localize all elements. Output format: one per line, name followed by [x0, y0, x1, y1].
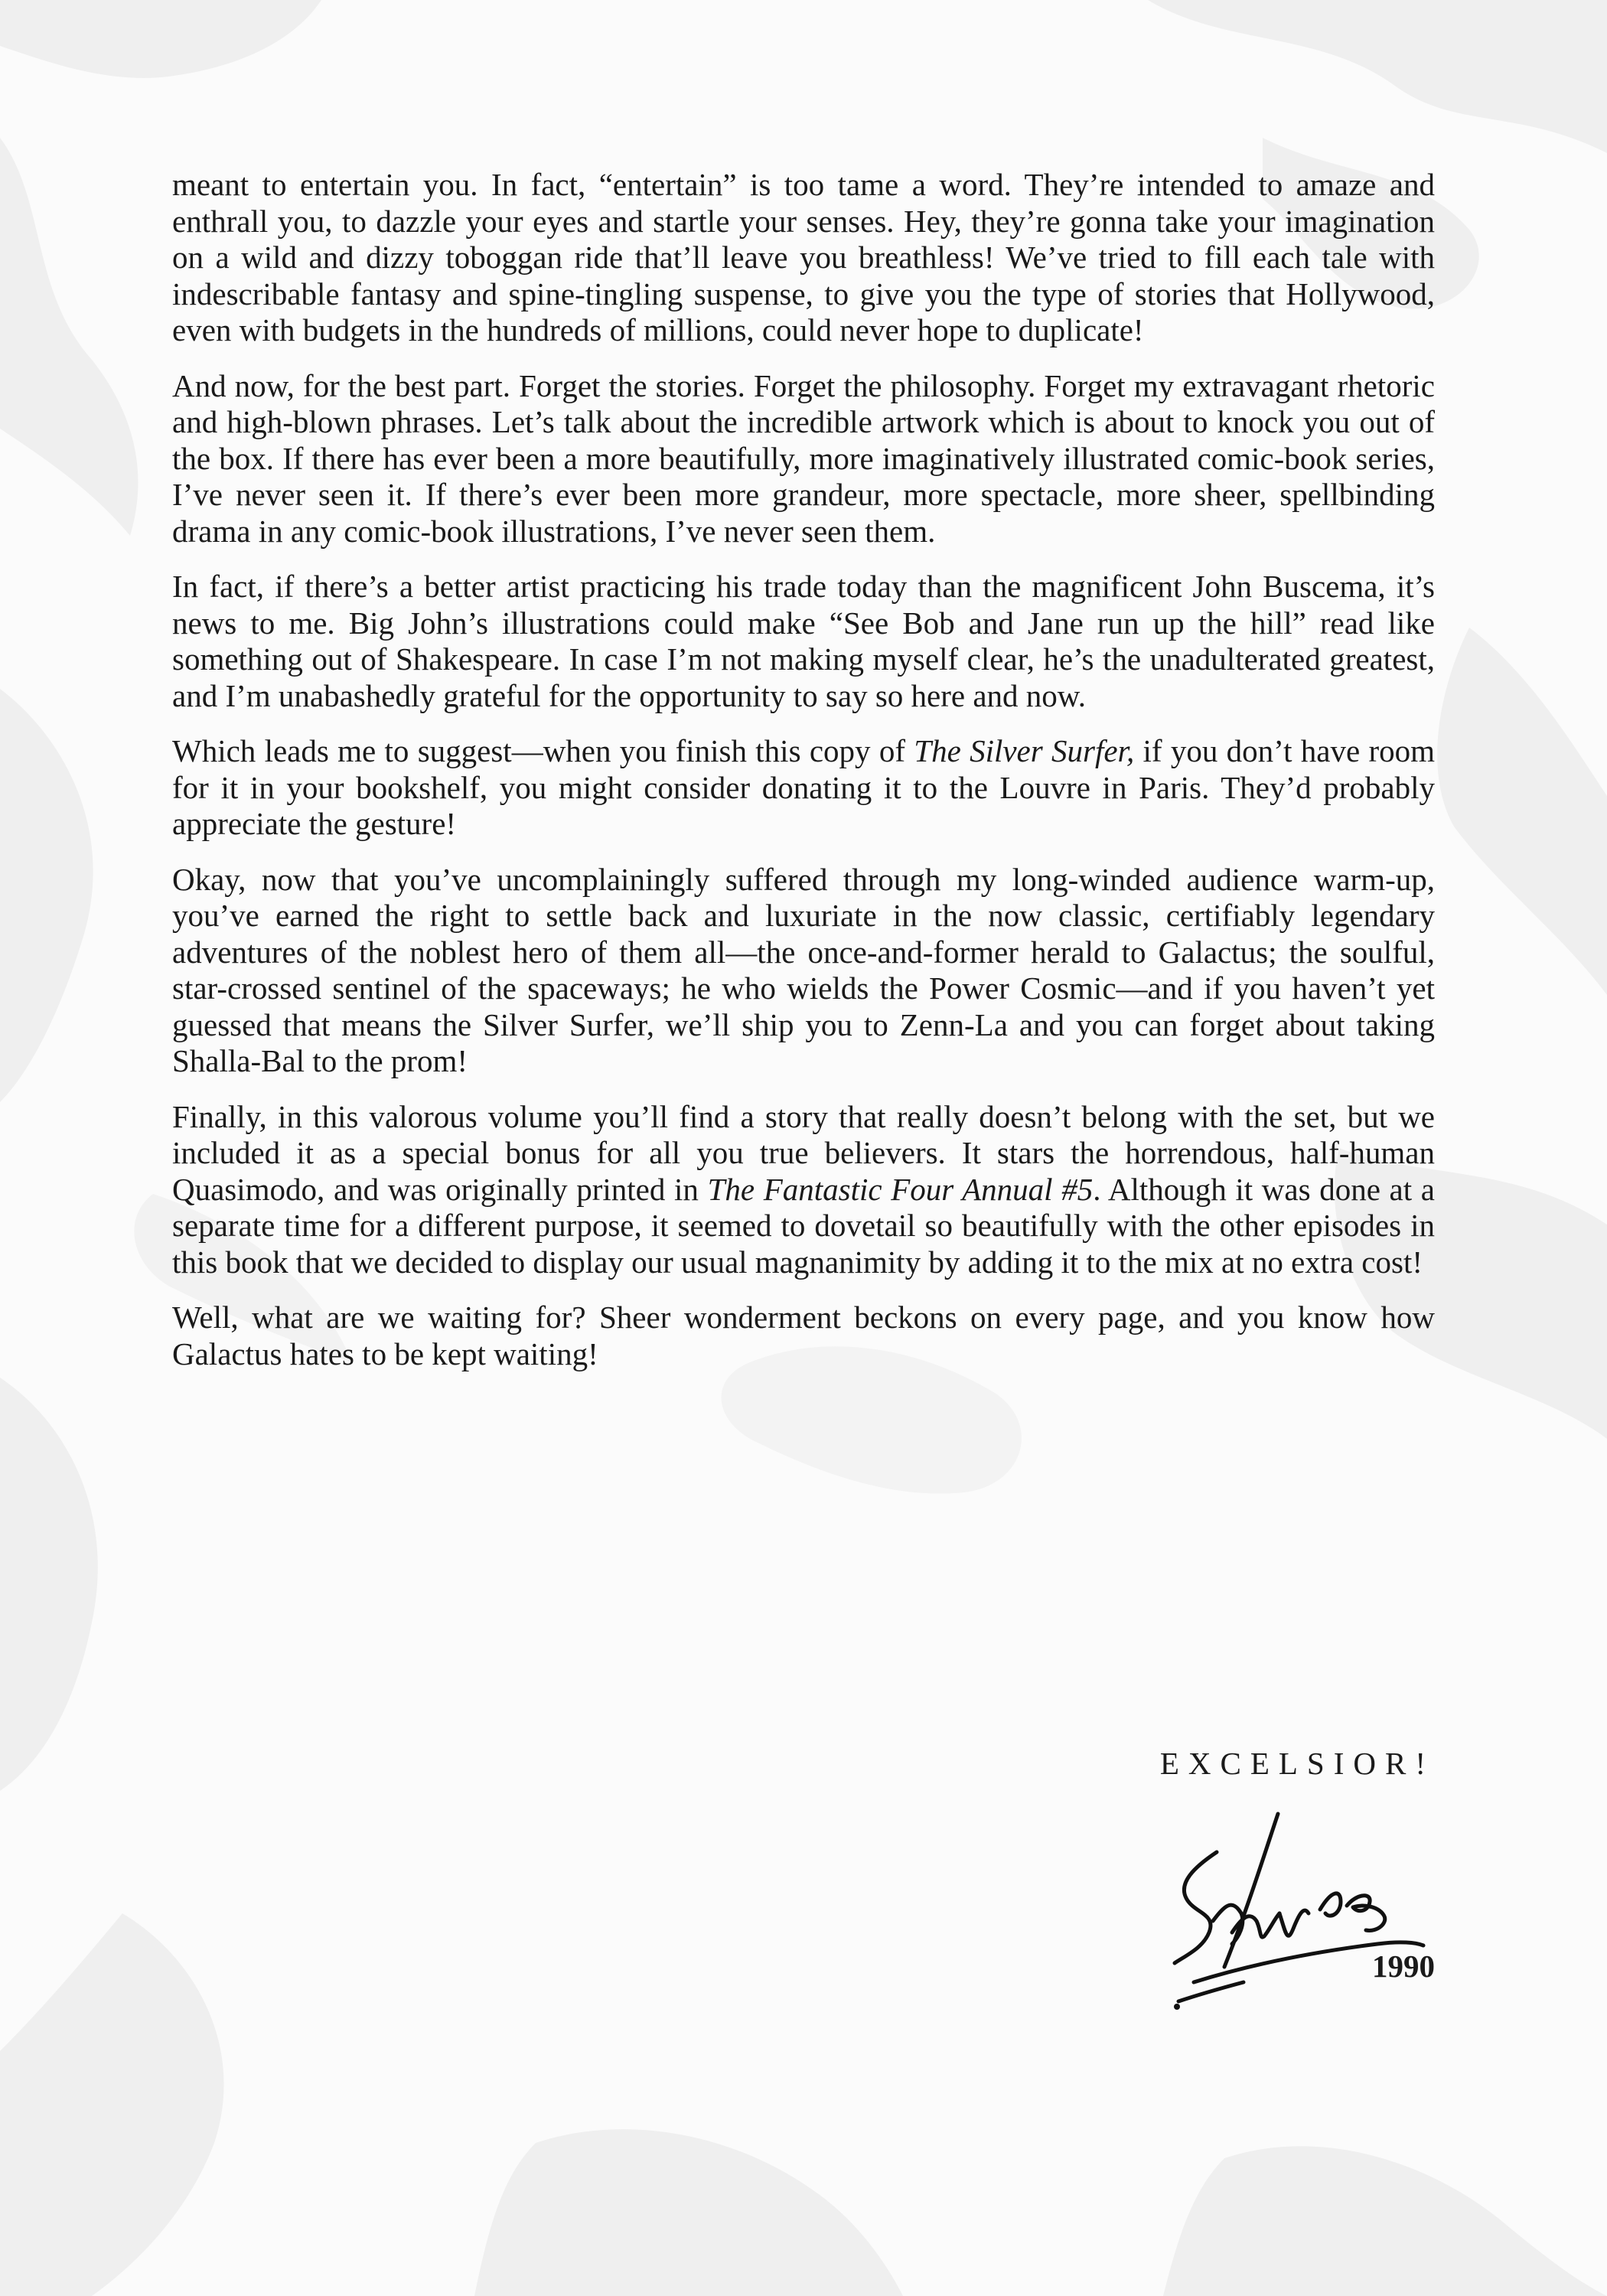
closing-salutation: EXCELSIOR! [1159, 1746, 1435, 1781]
text-run: And now, for the best part. Forget the stories. Forget the philosophy. Forget my extravagant rhetoric and high-blown phrases. Let’s talk about the incredible artwork which is about to knock you out of the box. If there has ever been a more beautifully, more imaginatively illustrated comic-book series, I’ve never seen it. If there’s ever been more grandeur, more spectacle, more sheer, spellbinding drama in any comic-book illustrations, I’ve never seen them. [172, 367, 1435, 549]
text-run: Okay, now that you’ve uncomplainingly suffered through my long-winded audience warm-up, you’ve earned the right to settle back and luxuriate in the now classic, certifiably legendary adventures of the noblest hero of them all—the once-and-former herald to Galactus; the soulful, star-crossed sentinel of the spaceways; he who wields the Power Cosmic—and if you haven’t yet guessed that means the Silver Surfer, we’ll ship you to Zenn-La and you can forget about taking Shalla-Bal to the prom! [172, 861, 1435, 1078]
paragraph [172, 1099, 1435, 1281]
italic-title: The Silver Surfer, [914, 733, 1135, 768]
year: 1990 [1372, 1949, 1435, 1984]
paragraph [172, 1300, 1435, 1372]
text-run: Finally, in this valorous volume you’ll find a story that really doesn’t belong with the set, but we included it as a special bonus for all you true believers. It stars the horrendous, half-human Quasimodo, and was originally printed in [172, 1098, 1435, 1207]
text-run: if you don’t have room for it in your bookshelf, you might consider donating it to the Louvre in Paris. They’d probably appreciate the gesture! [172, 733, 1435, 841]
paragraph [172, 862, 1435, 1080]
italic-title: The Fantastic Four Annual #5 [707, 1171, 1094, 1207]
text-run: Which leads me to suggest—when you finish this copy of [172, 733, 914, 768]
signature [1041, 1799, 1454, 2028]
text-run: . Although it was done at a separate time for a different purpose, it seemed to dovetail so beautifully with the other episodes in this book that we decided to display our usual magnanimity by adding it to the mix at no extra cost! [172, 1171, 1435, 1280]
text-run: Well, what are we waiting for? Sheer wonderment beckons on every page, and you know how Galactus hates to be kept waiting! [172, 1300, 1435, 1371]
letter-body [172, 167, 1435, 1391]
paragraph [172, 733, 1435, 843]
paragraph [172, 167, 1435, 349]
text-run: In fact, if there’s a better artist practicing his trade today than the magnificent John Buscema, it’s news to me. Big John’s illustrations could make “See Bob and Jane run up the hill” read like something out of Shakespeare. In case I’m not making myself clear, he’s the unadulterated greatest, and I’m unabashedly grateful for the opportunity to say so here and now. [172, 569, 1435, 713]
text-run: meant to entertain you. In fact, “entertain” is too tame a word. They’re intended to amaze and enthrall you, to dazzle your eyes and startle your senses. Hey, they’re gonna take your imagination on a wild and dizzy toboggan ride that’ll leave you breathless! We’ve tried to fill each tale with indescribable fantasy and spine-tingling suspense, to give you the type of stories that Hollywood, even with budgets in the hundreds of millions, could never hope to duplicate! [172, 167, 1435, 347]
paragraph [172, 368, 1435, 550]
paragraph [172, 569, 1435, 714]
